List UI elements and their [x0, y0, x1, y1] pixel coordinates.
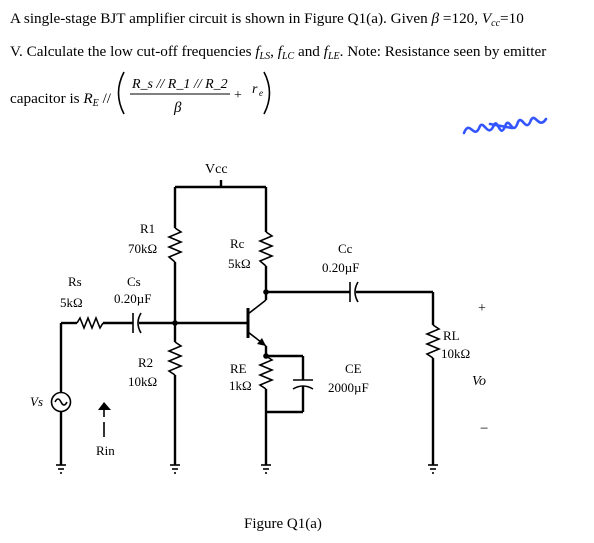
- formula-parallel: //: [98, 90, 112, 107]
- ground-icon: [170, 465, 180, 473]
- cc-name: Cc: [338, 241, 353, 256]
- fls-subscript: LS: [259, 51, 271, 62]
- ground-icon: [56, 465, 66, 473]
- rl-value: 10kΩ: [441, 346, 471, 361]
- flc-subscript: LC: [281, 51, 295, 62]
- formula-denominator: β: [174, 100, 182, 116]
- r1-name: R1: [140, 221, 156, 236]
- rs-name: Rs: [68, 274, 82, 289]
- separator: ,: [270, 43, 278, 60]
- vcc-label: Vcc: [205, 162, 228, 177]
- re-resistor: [260, 356, 272, 389]
- rl-resistor: [427, 325, 439, 358]
- formula-re-symbol: R: [83, 90, 93, 107]
- signature: [464, 118, 546, 133]
- vo-plus: +: [478, 301, 486, 316]
- question-text: . Note: Resistance seen by emitter: [339, 43, 547, 60]
- r2-name: R2: [138, 355, 154, 370]
- rs-resistor: [77, 318, 103, 328]
- rin-arrow-head: [98, 402, 111, 410]
- vo-label: Vo: [472, 374, 486, 389]
- r1-value: 70kΩ: [128, 241, 158, 256]
- vo-minus: −: [480, 421, 489, 437]
- figure-caption: Figure Q1(a): [244, 516, 322, 532]
- r2-value: 10kΩ: [128, 374, 158, 389]
- ground-icon: [428, 465, 438, 473]
- vcc-value: =10: [500, 10, 524, 27]
- r2-resistor: [169, 342, 181, 375]
- ground-icon: [261, 465, 271, 473]
- beta-symbol: β: [431, 10, 440, 27]
- ce-name: CE: [345, 361, 362, 376]
- vs-label: Vs: [30, 394, 43, 409]
- f-symbol: f: [255, 43, 260, 60]
- question-text: A single-stage BJT amplifier circuit is shown in Figure Q1(a). Given: [10, 10, 432, 27]
- vcc-symbol: V: [481, 10, 492, 27]
- ce-value: 2000µF: [328, 380, 369, 395]
- formula-re-subscript: E: [92, 98, 99, 109]
- re-name: RE: [230, 361, 247, 376]
- cc-value: 0.20µF: [322, 260, 360, 275]
- formula-r-subscript: e: [259, 88, 263, 98]
- beta-value: =120,: [439, 10, 482, 27]
- base-node: [172, 320, 178, 326]
- rs-value: 5kΩ: [60, 295, 83, 310]
- and-text: and: [294, 43, 324, 60]
- formula-r: r: [252, 82, 258, 97]
- formula-numerator: R_s // R_1 // R_2: [132, 77, 228, 92]
- sine-wave-icon: [55, 399, 67, 405]
- re-value: 1kΩ: [229, 378, 252, 393]
- formula-plus: +: [234, 88, 242, 103]
- rin-label: Rin: [96, 443, 115, 458]
- question-text: V. Calculate the low cut-off frequencies: [10, 43, 256, 60]
- f-symbol: f: [323, 43, 328, 60]
- f-symbol: f: [277, 43, 282, 60]
- vcc-subscript: cc: [491, 18, 501, 29]
- fle-subscript: LE: [327, 51, 340, 62]
- rc-resistor: [260, 232, 272, 266]
- transistor-collector-lead: [248, 300, 266, 314]
- cs-name: Cs: [127, 274, 141, 289]
- question-text: capacitor is: [10, 90, 84, 107]
- rc-name: Rc: [230, 236, 245, 251]
- cs-value: 0.20µF: [114, 291, 152, 306]
- r1-resistor: [169, 228, 181, 262]
- rc-value: 5kΩ: [228, 256, 251, 271]
- rl-name: RL: [443, 328, 460, 343]
